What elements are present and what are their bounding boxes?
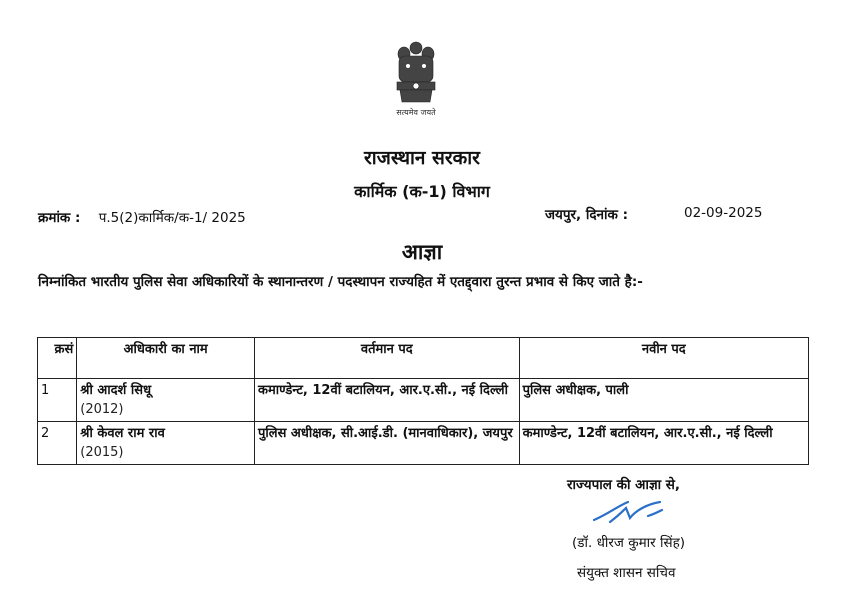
government-name: राजस्थान सरकार [364, 147, 480, 169]
row-current-post: कमाण्डेन्ट, 12वीं बटालियन, आर.ए.सी., नई दिल्ली [255, 379, 520, 422]
header-new-post: नवीन पद [519, 338, 808, 379]
transfer-table [37, 337, 809, 465]
emblem-motto: सत्यमेव जयते [396, 108, 436, 117]
row-officer [77, 379, 255, 422]
table-row [38, 422, 809, 465]
header-sno: क्रसं [38, 338, 77, 379]
row-new-post: कमाण्डेन्ट, 12वीं बटालियन, आर.ए.सी., नई दिल्ली [519, 422, 808, 465]
department-name: कार्मिक (क-1) विभाग [354, 182, 490, 201]
header-current-post: वर्तमान पद [255, 338, 520, 379]
header-officer-name: अधिकारी का नाम [77, 338, 255, 379]
handwritten-signature-icon [588, 496, 668, 528]
place-date-label: जयपुर, दिनांक : [545, 207, 628, 223]
row-officer [77, 422, 255, 465]
reference-number: प.5(2)कार्मिक/क-1/ 2025 [98, 210, 246, 226]
table-header-row [38, 338, 809, 379]
reference-label: क्रमांक : [38, 210, 81, 226]
order-date: 02-09-2025 [684, 205, 763, 221]
row-sno: 1 [38, 379, 77, 422]
order-by-governor: राज्यपाल की आज्ञा से, [567, 477, 681, 493]
signer-name: (डॉ. धीरज कुमार सिंह) [572, 535, 686, 551]
officer-name: श्री आदर्श सिधू [80, 383, 152, 398]
order-intro: निम्नांकित भारतीय पुलिस सेवा अधिकारियों के स्थानान्तरण / पदस्थापन राज्यहित में एतद्द्वारा तुरन्त प्रभाव से किए जाते है:- [38, 274, 643, 290]
row-new-post: पुलिस अधीक्षक, पाली [519, 379, 808, 422]
reference-line [38, 208, 246, 226]
table-row [38, 379, 809, 422]
row-current-post: पुलिस अधीक्षक, सी.आई.डी. (मानवाधिकार), जयपुर [255, 422, 520, 465]
signer-designation: संयुक्त शासन सचिव [577, 565, 676, 581]
row-sno: 2 [38, 422, 77, 465]
officer-name: श्री केवल राम राव [80, 426, 165, 441]
officer-batch: (2012) [80, 402, 124, 417]
order-title: आज्ञा [401, 240, 443, 264]
officer-batch: (2015) [80, 445, 124, 460]
